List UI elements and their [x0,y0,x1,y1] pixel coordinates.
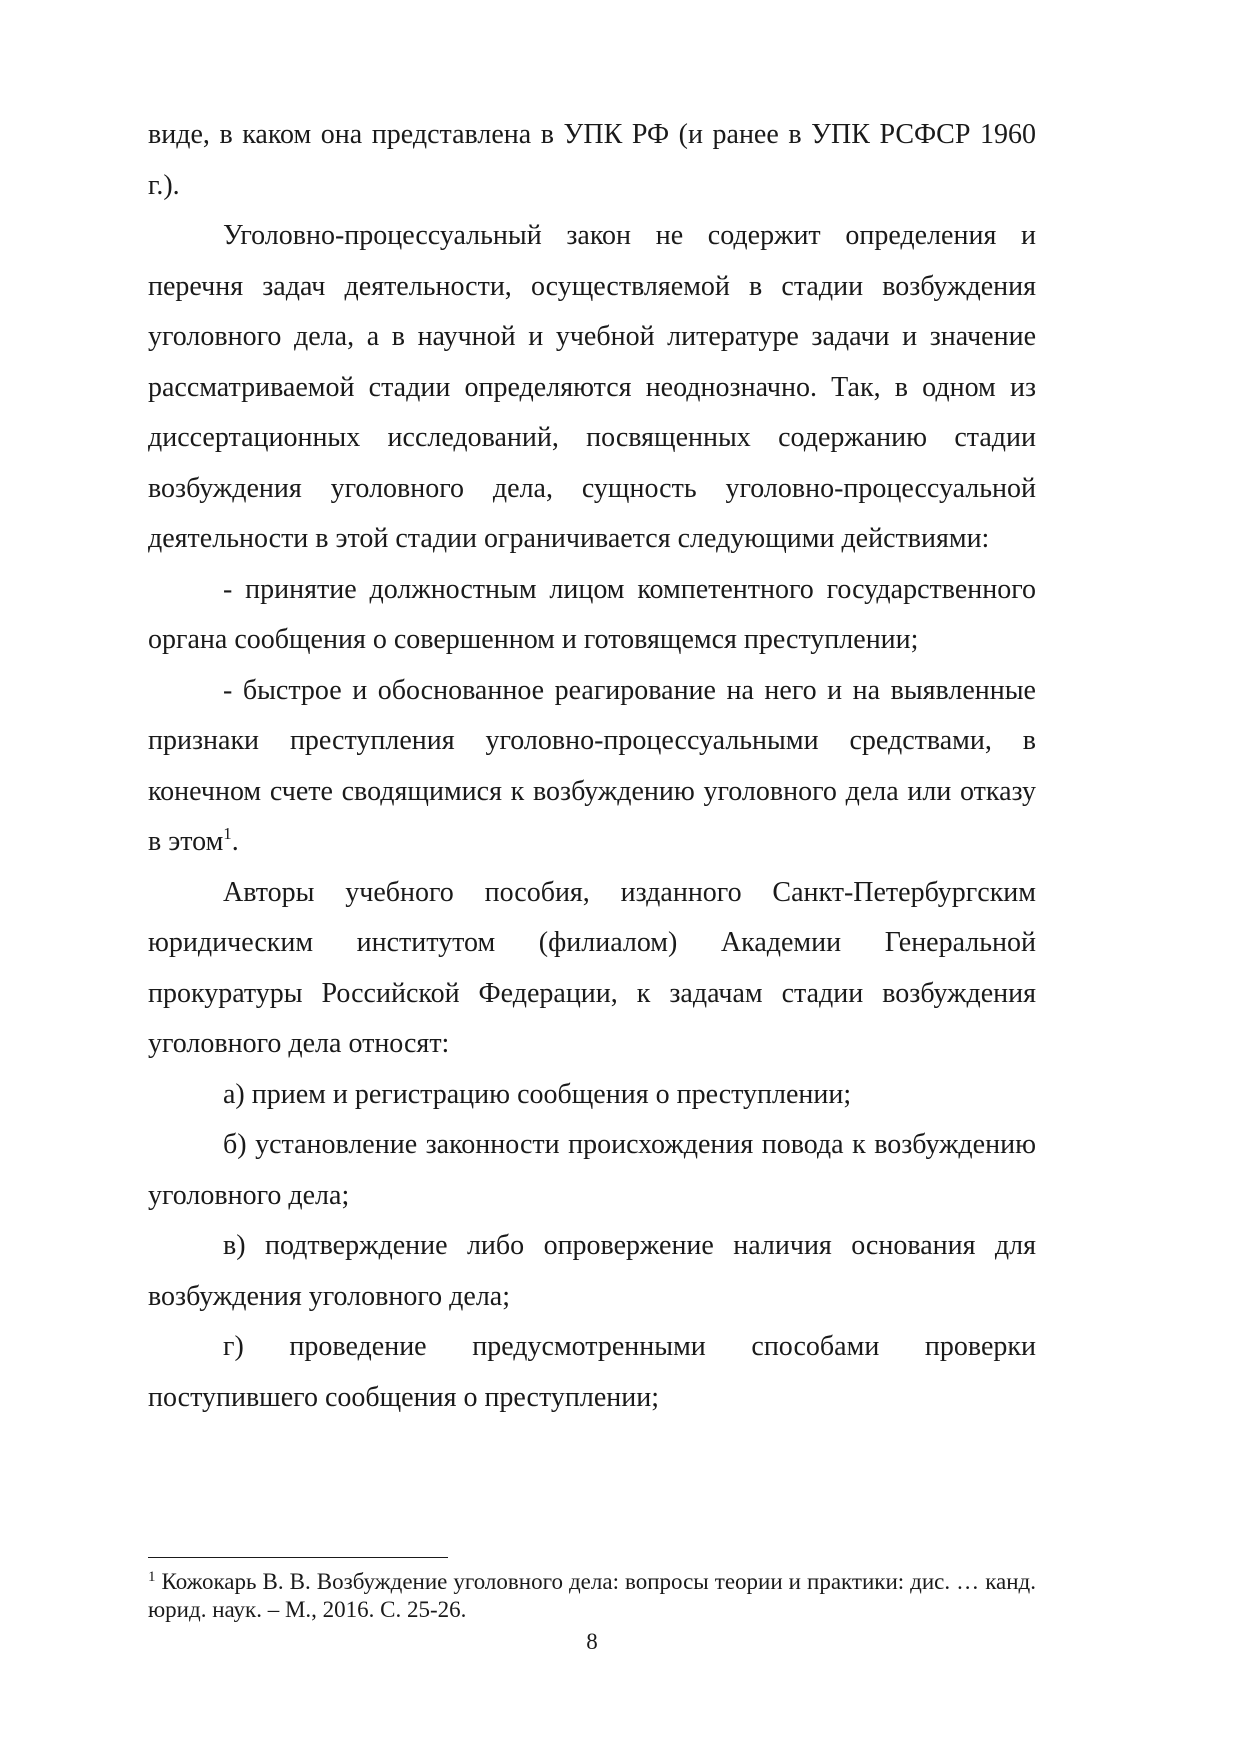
page-number: 8 [586,1629,598,1654]
list-item-response-end: . [231,826,239,857]
footnote-text: Кожокарь В. В. Возбуждение уголовного дела: вопросы теории и практики: дис. … канд. юрид. наук. – М., 2016. С. 25-26. [148,1569,1036,1622]
footnote-marker: 1 [148,1569,156,1585]
footnote-separator [148,1557,448,1558]
paragraph-authors: Авторы учебного пособия, изданного Санкт-Петербургским юридическим институтом (филиалом) Академии Генеральной прокуратуры Российской Федерации, к задачам стадии возбуждения уголовного дела относят: [148,876,1036,1059]
list-item-response-text: - быстрое и обоснованное реагирование на него и на выявленные признаки преступления уголовно-процессуальными средствами, в конечном счете сводящимися к возбуждению уголовного дела или отказу в этом [148,674,1036,857]
paragraph-continuation: виде, в каком она представлена в УПК РФ (и ранее в УПК РСФСР 1960 г.). [148,119,1036,201]
list-item-v: в) подтверждение либо опровержение наличия основания для возбуждения уголовного дела; [148,1230,1036,1312]
paragraph-law-tasks: Уголовно-процессуальный закон не содержит определения и перечня задач деятельности, осуществляемой в стадии возбуждения уголовного дела, а в научной и учебной литературе задачи и значение рассматриваемой стадии определяются неоднозначно. Так, в одном из диссертационных исследований, посвященных содержанию стадии возбуждения уголовного дела, сущность уголовно-процессуальной деятельности в этой стадии ограничивается следующими действиями: [148,220,1036,554]
list-item-b: б) установление законности происхождения повода к возбуждению уголовного дела; [148,1129,1036,1211]
list-item-g: г) проведение предусмотренными способами проверки поступившего сообщения о преступлении; [148,1331,1036,1413]
list-item-a: а) прием и регистрацию сообщения о преступлении; [223,1078,852,1110]
list-item-response [148,666,1036,868]
footnote [148,1568,1036,1624]
list-item-acceptance: - принятие должностным лицом компетентного государственного органа сообщения о совершенном и готовящемся преступлении; [148,573,1036,655]
footnote-reference[interactable]: 1 [223,824,232,843]
page-body [148,110,1036,1423]
